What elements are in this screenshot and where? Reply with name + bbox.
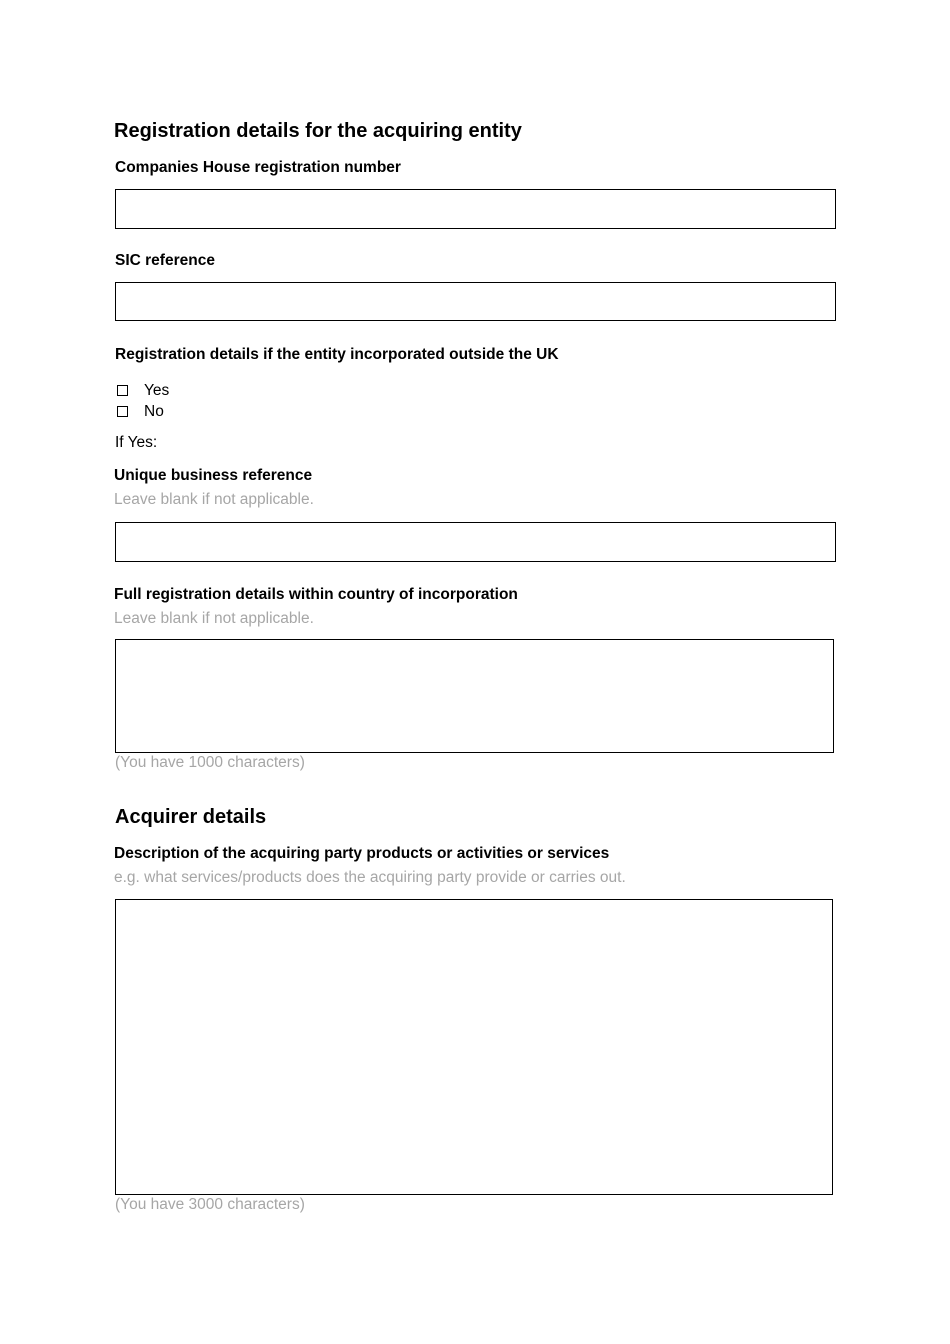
description-label: Description of the acquiring party products or activities or services	[114, 845, 610, 862]
unique-business-reference-input[interactable]	[115, 522, 836, 562]
full-registration-hint: Leave blank if not applicable.	[114, 610, 314, 627]
full-registration-char-counter: (You have 1000 characters)	[115, 754, 305, 771]
yes-checkbox[interactable]	[117, 385, 128, 396]
full-registration-textarea[interactable]	[115, 639, 834, 753]
no-option-label: No	[144, 403, 164, 420]
description-hint: e.g. what services/products does the acquiring party provide or carries out.	[114, 869, 626, 886]
unique-business-reference-hint: Leave blank if not applicable.	[114, 491, 314, 508]
description-char-counter: (You have 3000 characters)	[115, 1196, 305, 1213]
if-yes-text: If Yes:	[115, 434, 158, 451]
companies-house-input[interactable]	[115, 189, 836, 229]
sic-reference-label: SIC reference	[115, 252, 215, 269]
description-textarea[interactable]	[115, 899, 833, 1195]
section-title-registration: Registration details for the acquiring entity	[114, 120, 522, 142]
companies-house-label: Companies House registration number	[115, 159, 401, 176]
no-checkbox[interactable]	[117, 406, 128, 417]
full-registration-label: Full registration details within country of incorporation	[114, 586, 518, 603]
outside-uk-label: Registration details if the entity incorporated outside the UK	[115, 346, 559, 363]
yes-option-label: Yes	[144, 382, 170, 399]
section-title-acquirer: Acquirer details	[115, 806, 267, 828]
unique-business-reference-label: Unique business reference	[114, 467, 313, 484]
sic-reference-input[interactable]	[115, 282, 836, 321]
